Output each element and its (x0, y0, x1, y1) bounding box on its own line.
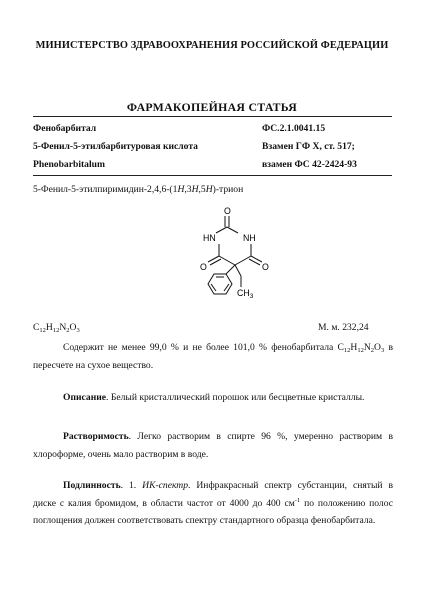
document-title: ФАРМАКОПЕЙНАЯ СТАТЬЯ (126, 100, 298, 114)
carbonyl-oxygen-top: O (224, 206, 231, 216)
content-paragraph: Содержит не менее 99,0 % и не более 101,0 % фенобарбитала $C_{12}H_{12}N_2O_3$ в пересчете на сухое вещество. (33, 342, 393, 371)
methyl-group: $CH_3$ (237, 288, 254, 300)
identity-label: Подлинность (63, 480, 121, 491)
description-paragraph: Описание. Белый кристаллический порошок или бесцветные кристаллы. (63, 392, 365, 403)
carbonyl-oxygen-left: O (200, 262, 207, 272)
drug-name-latin: Phenobarbitalum (33, 159, 105, 170)
solubility-paragraph: Растворимость. Легко растворим в спирте 96 %, умеренно растворим в хлороформе, очень мало растворим в воде. (33, 431, 393, 460)
molar-mass: М. м. 232,24 (318, 322, 369, 333)
title-divider (33, 116, 392, 117)
drug-name-ru: Фенобарбитал (33, 123, 97, 134)
iupac-name: 5-Фенил-5-этилпиримидин-2,4,6-(1H,3H,5H)-трион (33, 184, 244, 195)
header-divider (33, 175, 392, 176)
amide-nh-left: HN (203, 233, 216, 243)
identity-paragraph: Подлинность. 1. ИК-спектр. Инфракрасный спектр субстанции, снятый в диске с калия бромидом, в области частот от 4000 до 400 $см^{-1}$ по положению полос поглощения должен соответствовать спектру стандартного образца фенобарбитала. (33, 480, 394, 526)
amide-nh-right: NH (243, 233, 256, 243)
structural-formula (175, 200, 285, 310)
carbonyl-oxygen-right: O (262, 262, 269, 272)
ministry-heading: МИНИСТЕРСТВО ЗДРАВООХРАНЕНИЯ РОССИЙСКОЙ ФЕДЕРАЦИИ (35, 40, 389, 51)
fs-number: ФС.2.1.0041.15 (262, 123, 326, 134)
replaces-fs: взамен ФС 42-2424-93 (262, 159, 357, 170)
molecular-formula: $C_{12}H_{12}N_2O_3$ (33, 322, 80, 334)
description-label: Описание (63, 392, 107, 403)
solubility-label: Растворимость (63, 431, 129, 442)
replaces-gf: Взамен ГФ X, ст. 517; (262, 141, 355, 152)
chemical-name: 5-Фенил-5-этилбарбитуровая кислота (33, 141, 198, 152)
